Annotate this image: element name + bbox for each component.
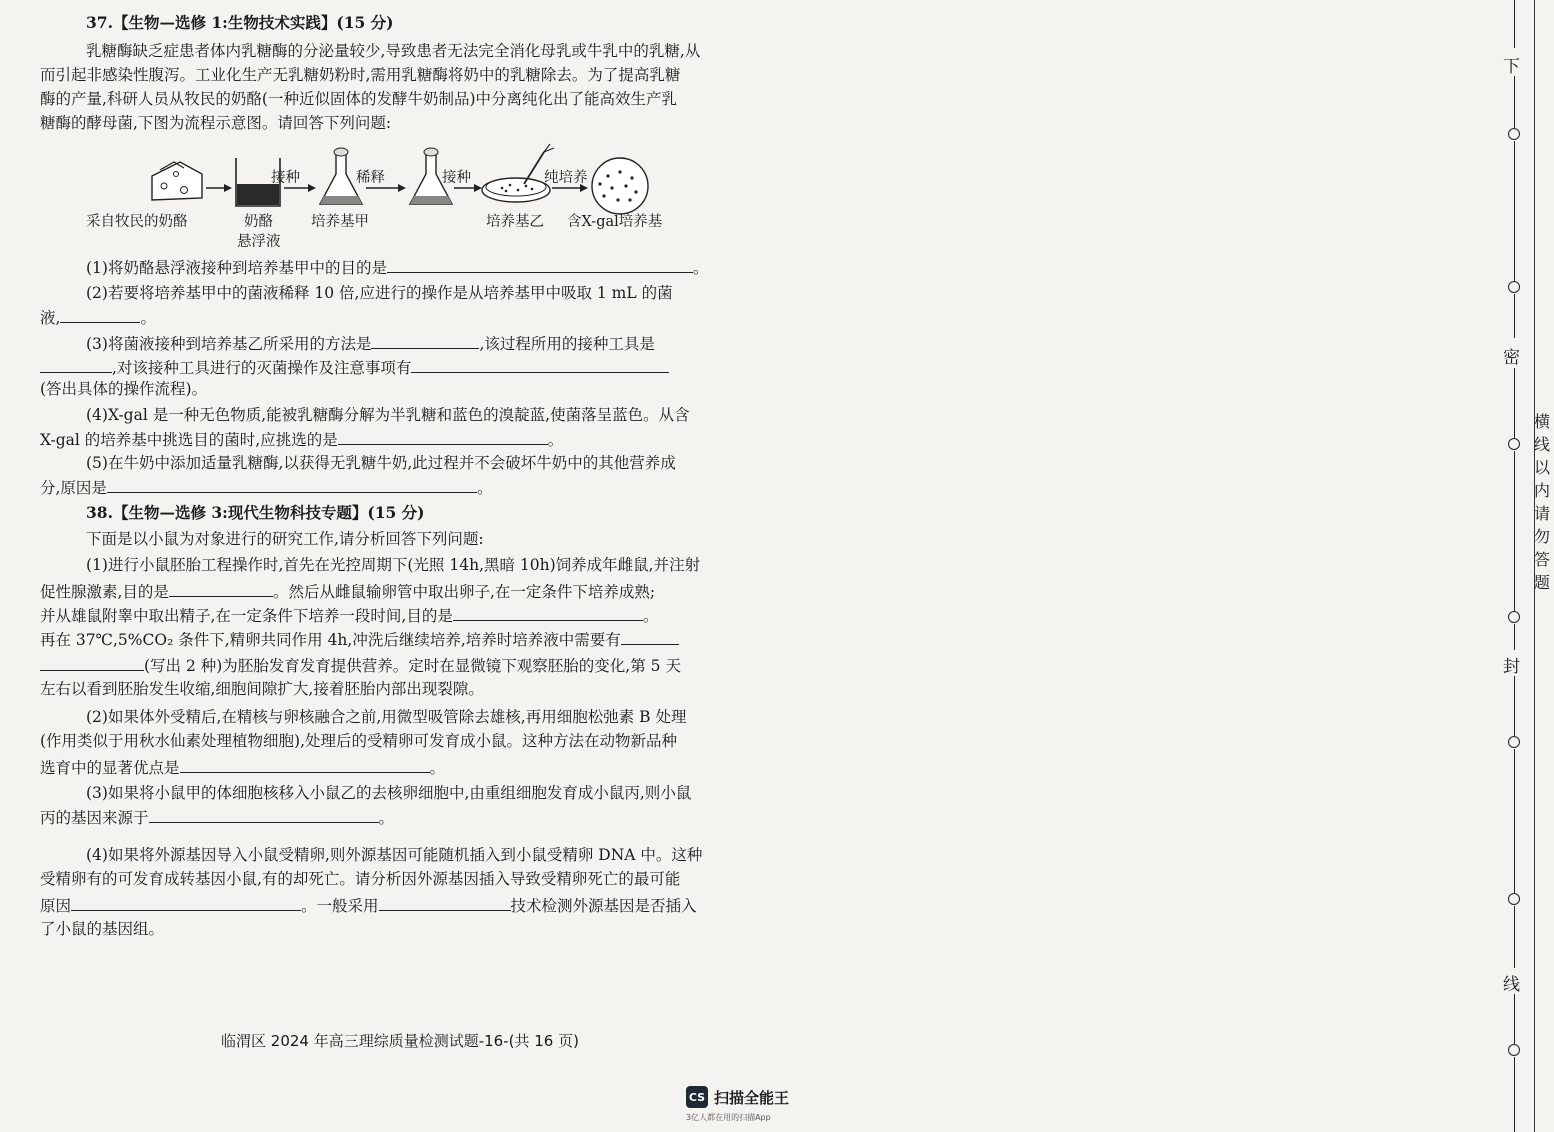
answer-blank-37-2[interactable]	[60, 306, 140, 323]
margin-char-mi: 密	[1503, 348, 1520, 368]
flow-label-inoculate-1: 接种	[271, 170, 300, 186]
flow-label-inoculate-2: 接种	[442, 170, 471, 186]
answer-blank-37-1[interactable]	[387, 256, 693, 273]
flow-label-medium-b: 培养基乙	[486, 214, 544, 230]
margin-line-seg	[1514, 994, 1515, 1044]
margin-circle	[1508, 128, 1520, 140]
margin-line-seg	[1514, 368, 1515, 438]
xgal-plate-icon	[592, 158, 648, 214]
margin-line-seg	[1514, 749, 1515, 893]
q38-3-line1: (3)如果将小鼠甲的体细胞核移入小鼠乙的去核卵细胞中,由重组细胞发育成小鼠丙,则小鼠	[86, 784, 692, 802]
q37-1: (1)将奶酪悬浮液接种到培养基甲中的目的是 。	[86, 256, 708, 279]
page-footer: 临渭区 2024 年高三理综质量检测试题-16-(共 16 页)	[221, 1032, 579, 1050]
flow-label-cheese: 采自牧民的奶酪	[86, 214, 188, 230]
margin-line-seg	[1514, 76, 1515, 128]
margin-line-seg	[1514, 294, 1515, 338]
margin-line-seg	[1514, 676, 1515, 736]
answer-blank-37-4[interactable]	[338, 428, 548, 445]
scanner-logo-icon: CS	[686, 1086, 708, 1108]
q38-4-line3: 原因 。一般采用 技术检测外源基因是否插入	[40, 894, 697, 917]
answer-blank-37-3a[interactable]	[371, 332, 479, 349]
q37-4-line1: (4)X-gal 是一种无色物质,能被乳糖酶分解为半乳糖和蓝色的溴靛蓝,使菌落呈蓝色。从含	[86, 406, 690, 424]
answer-blank-38-4a[interactable]	[71, 894, 301, 911]
q38-header: 38.【生物—选修 3:现代生物科技专题】(15 分)	[86, 503, 425, 522]
margin-line-seg	[1514, 906, 1515, 968]
answer-blank-38-1a[interactable]	[169, 580, 273, 597]
q38-2-line3: 选育中的显著优点是 。	[40, 756, 445, 779]
binding-margin	[745, 0, 1551, 1132]
q38-1-line3: 并从雄鼠附睾中取出精子,在一定条件下培养一段时间,目的是 。	[40, 604, 658, 627]
answer-blank-37-3c[interactable]	[411, 356, 669, 373]
q37-header: 37.【生物—选修 1:生物技术实践】(15 分)	[86, 13, 394, 32]
margin-circle	[1508, 736, 1520, 748]
q38-4-line2: 受精卵有的可发育成转基因小鼠,有的却死亡。请分析因外源基因插入导致受精卵死亡的最可能	[40, 870, 681, 888]
margin-line-seg	[1514, 0, 1515, 48]
scanner-tagline: 3亿人都在用的扫描App	[686, 1113, 771, 1122]
q37-5-line1: (5)在牛奶中添加适量乳糖酶,以获得无乳糖牛奶,此过程并不会破坏牛奶中的其他营养成	[86, 454, 676, 472]
answer-blank-38-3[interactable]	[149, 806, 379, 823]
q37-intro-line3: 酶的产量,科研人员从牧民的奶酪(一种近似固体的发酵牛奶制品)中分离纯化出了能高效生产乳	[40, 90, 678, 108]
answer-blank-38-4b[interactable]	[379, 894, 511, 911]
answer-blank-37-3b[interactable]	[40, 356, 112, 373]
margin-circle	[1508, 438, 1520, 450]
margin-char-xian: 线	[1503, 975, 1520, 995]
q38-1-line5: (写出 2 种)为胚胎发育发育提供营养。定时在显微镜下观察胚胎的变化,第 5 天	[40, 654, 681, 677]
cheese-icon	[152, 162, 202, 200]
margin-line-seg	[1514, 141, 1515, 281]
q38-1-line4: 再在 37℃,5%CO₂ 条件下,精卵共同作用 4h,冲洗后继续培养,培养时培养液中需要有	[40, 628, 679, 651]
scanner-watermark	[686, 1086, 789, 1123]
q38-intro: 下面是以小鼠为对象进行的研究工作,请分析回答下列问题:	[86, 530, 484, 548]
scanner-app-name: 扫描全能王	[714, 1088, 790, 1107]
q37-4-line2: X-gal 的培养基中挑选目的菌时,应挑选的是 。	[40, 428, 563, 451]
q38-2-line1: (2)如果体外受精后,在精核与卵核融合之前,用微型吸管除去雄核,再用细胞松弛素 B 处理	[86, 708, 687, 726]
q37-intro-line1: 乳糖酶缺乏症患者体内乳糖酶的分泌量较少,导致患者无法完全消化母乳或牛乳中的乳糖,从	[86, 42, 701, 60]
q38-1-line6: 左右以看到胚胎发生收缩,细胞间隙扩大,接着胚胎内部出现裂隙。	[40, 680, 484, 698]
flow-label-suspension-1: 奶酪	[244, 214, 273, 230]
q37-intro-line2: 而引起非感染性腹泻。工业化生产无乳糖奶粉时,需用乳糖酶将奶中的乳糖除去。为了提高乳糖	[40, 66, 681, 84]
flow-label-medium-a: 培养基甲	[311, 214, 369, 230]
q37-2-line2: 液, 。	[40, 306, 156, 329]
flow-label-purify: 纯培养	[544, 170, 588, 186]
answer-blank-38-2[interactable]	[180, 756, 430, 773]
margin-notice: 横线以内请勿答题	[1534, 412, 1551, 592]
answer-blank-38-1c[interactable]	[621, 628, 679, 645]
margin-char-feng: 封	[1503, 657, 1520, 677]
q38-4-line1: (4)如果将外源基因导入小鼠受精卵,则外源基因可能随机插入到小鼠受精卵 DNA 中。这种	[86, 846, 703, 864]
flow-label-dilute: 稀释	[356, 170, 385, 186]
q38-2-line2: (作用类似于用秋水仙素处理植物细胞),处理后的受精卵可发育成小鼠。这种方法在动物新品种	[40, 732, 678, 750]
margin-circle	[1508, 1044, 1520, 1056]
margin-circle	[1508, 893, 1520, 905]
margin-line-seg	[1514, 451, 1515, 611]
q37-5-line2: 分,原因是 。	[40, 476, 492, 499]
margin-line-seg	[1514, 1057, 1515, 1132]
q38-4-line4: 了小鼠的基因组。	[40, 920, 165, 938]
arrow-1-icon	[206, 184, 232, 192]
margin-line-seg	[1514, 624, 1515, 650]
margin-circle	[1508, 611, 1520, 623]
q37-2-line1: (2)若要将培养基甲中的菌液稀释 10 倍,应进行的操作是从培养基甲中吸取 1 mL 的菌	[86, 284, 673, 302]
q38-3-line2: 丙的基因来源于 。	[40, 806, 394, 829]
answer-blank-38-1b[interactable]	[453, 604, 643, 621]
answer-blank-38-1d[interactable]	[40, 654, 144, 671]
answer-blank-37-5[interactable]	[107, 476, 477, 493]
flow-label-xgal-medium: 含X-gal培养基	[567, 214, 663, 230]
q38-1-line1: (1)进行小鼠胚胎工程操作时,首先在光控周期下(光照 14h,黑暗 10h)饲养成年雌鼠,并注射	[86, 556, 701, 574]
q37-3-line1: (3)将菌液接种到培养基乙所采用的方法是 ,该过程所用的接种工具是	[86, 332, 655, 355]
q37-3-line3: (答出具体的操作流程)。	[40, 380, 208, 398]
q37-intro-line4: 糖酶的酵母菌,下图为流程示意图。请回答下列问题:	[40, 114, 392, 132]
q38-1-line2: 促性腺激素,目的是 。然后从雌鼠输卵管中取出卵子,在一定条件下培养成熟;	[40, 580, 655, 603]
flow-label-suspension-2: 悬浮液	[237, 234, 281, 250]
flow-diagram	[140, 140, 680, 220]
margin-char-xia: 下	[1503, 57, 1520, 77]
q37-3-line2: ,对该接种工具进行的灭菌操作及注意事项有	[40, 356, 669, 379]
margin-circle	[1508, 281, 1520, 293]
